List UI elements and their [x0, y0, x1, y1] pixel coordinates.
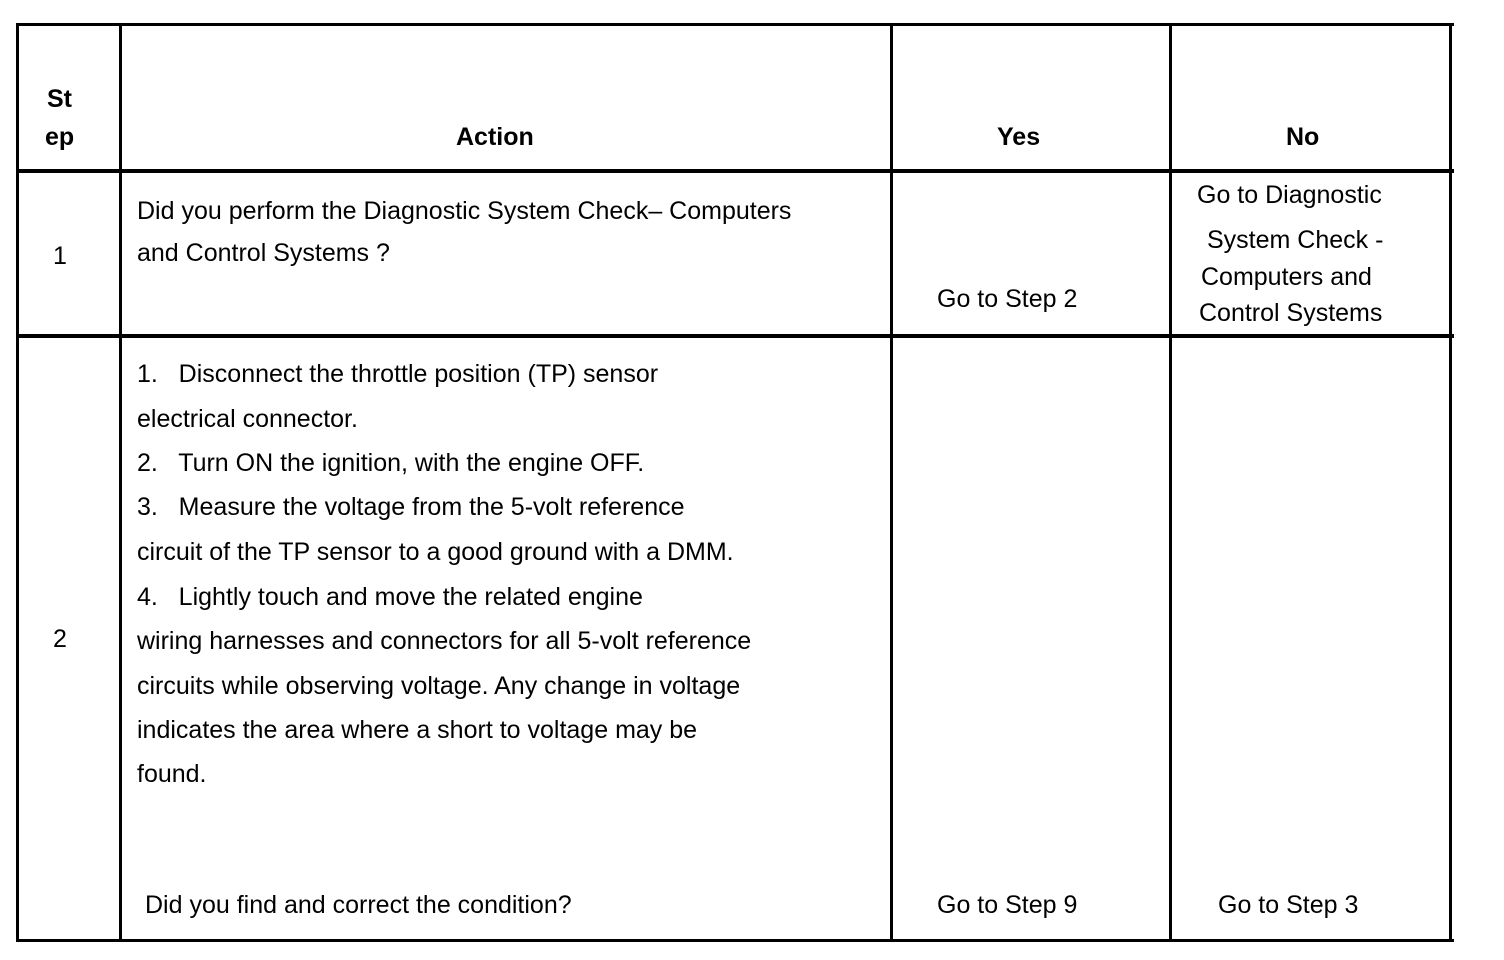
header-step-line2: ep	[45, 123, 75, 151]
header-no: No	[1286, 123, 1320, 151]
column-divider-action-yes	[890, 23, 893, 942]
row-divider	[16, 334, 1454, 338]
action-line: 1. Disconnect the throttle position (TP) sensor	[137, 360, 659, 388]
action-line: and Control Systems ?	[137, 239, 390, 267]
table-border-top	[16, 23, 1454, 26]
header-step-line1: St	[47, 85, 72, 113]
action-line: circuits while observing voltage. Any change in voltage	[137, 672, 741, 700]
table-border-bottom	[16, 939, 1454, 942]
no-result-line: System Check -	[1207, 226, 1384, 254]
action-line: 4. Lightly touch and move the related engine	[137, 583, 643, 611]
yes-result: Go to Step 9	[937, 891, 1078, 919]
table-border-left	[16, 23, 19, 942]
no-result-line: Computers and	[1201, 263, 1372, 291]
action-line: circuit of the TP sensor to a good ground with a DMM.	[137, 538, 734, 566]
action-line: found.	[137, 760, 207, 788]
no-result-line: Go to Diagnostic	[1197, 181, 1382, 209]
action-question: Did you find and correct the condition?	[145, 891, 572, 919]
yes-result: Go to Step 2	[937, 285, 1078, 313]
action-line: 3. Measure the voltage from the 5-volt reference	[137, 493, 685, 521]
header-divider	[16, 169, 1454, 173]
action-line: electrical connector.	[137, 405, 358, 433]
step-number: 1	[53, 242, 67, 270]
step-number: 2	[53, 625, 67, 653]
no-result: Go to Step 3	[1218, 891, 1359, 919]
action-line: 2. Turn ON the ignition, with the engine OFF.	[137, 449, 645, 477]
column-divider-step-action	[119, 23, 122, 942]
action-line: wiring harnesses and connectors for all 5-volt reference	[137, 627, 752, 655]
header-action: Action	[456, 123, 534, 151]
action-line: Did you perform the Diagnostic System Check– Computers	[137, 197, 792, 225]
action-line: indicates the area where a short to voltage may be	[137, 716, 698, 744]
column-divider-yes-no	[1169, 23, 1172, 942]
no-result-line: Control Systems	[1199, 299, 1383, 327]
table-border-right	[1449, 23, 1452, 942]
header-yes: Yes	[997, 123, 1041, 151]
